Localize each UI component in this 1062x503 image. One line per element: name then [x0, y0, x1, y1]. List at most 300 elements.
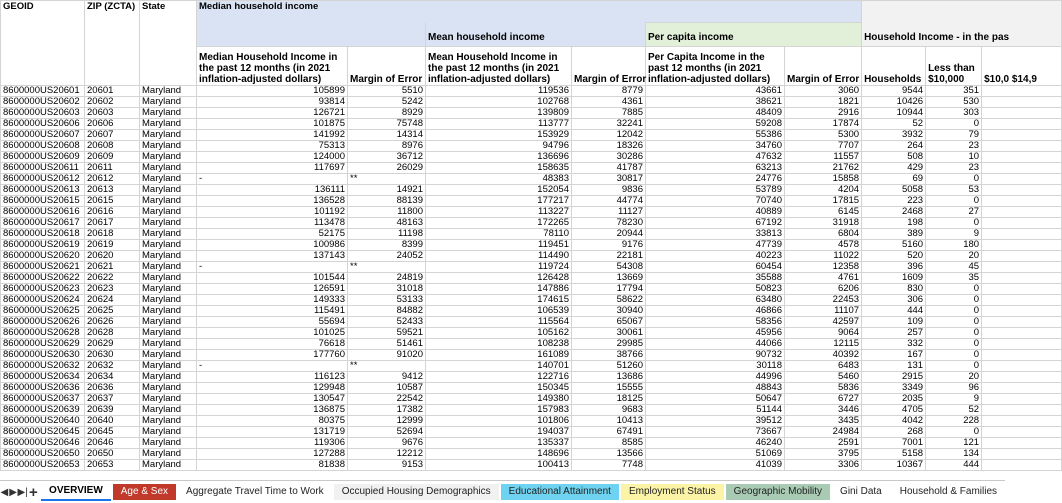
cell[interactable]: 50647: [646, 394, 785, 405]
cell[interactable]: 264: [862, 141, 926, 152]
cell[interactable]: Maryland: [140, 273, 197, 284]
cell[interactable]: 20613: [85, 185, 140, 196]
cell[interactable]: 194037: [426, 427, 572, 438]
cell-empty[interactable]: [982, 141, 1062, 152]
cell[interactable]: 73667: [646, 427, 785, 438]
cell-empty[interactable]: [982, 328, 1062, 339]
cell[interactable]: 9: [926, 394, 982, 405]
cell[interactable]: 177217: [426, 196, 572, 207]
cell[interactable]: Maryland: [140, 383, 197, 394]
cell-empty[interactable]: [982, 372, 1062, 383]
cell[interactable]: Maryland: [140, 416, 197, 427]
cell[interactable]: 0: [926, 119, 982, 130]
cell[interactable]: Maryland: [140, 174, 197, 185]
cell[interactable]: 9676: [348, 438, 426, 449]
cell-empty[interactable]: [982, 240, 1062, 251]
cell[interactable]: 20616: [85, 207, 140, 218]
cell[interactable]: 119724: [426, 262, 572, 273]
cell[interactable]: 17382: [348, 405, 426, 416]
cell[interactable]: 122716: [426, 372, 572, 383]
cell[interactable]: 126428: [426, 273, 572, 284]
cell[interactable]: 53133: [348, 295, 426, 306]
prev-sheet-button[interactable]: ◀: [0, 486, 9, 498]
cell-empty[interactable]: [982, 394, 1062, 405]
cell[interactable]: 257: [862, 328, 926, 339]
cell[interactable]: Maryland: [140, 240, 197, 251]
cell[interactable]: 24984: [785, 427, 862, 438]
cell-empty[interactable]: [982, 273, 1062, 284]
cell[interactable]: 9683: [572, 405, 646, 416]
cell-empty[interactable]: [982, 185, 1062, 196]
cell[interactable]: 223: [862, 196, 926, 207]
cell-empty[interactable]: [982, 97, 1062, 108]
cell[interactable]: 7001: [862, 438, 926, 449]
cell[interactable]: 6145: [785, 207, 862, 218]
cell[interactable]: 8600000US20650: [1, 449, 85, 460]
cell[interactable]: 40223: [646, 251, 785, 262]
cell[interactable]: 5836: [785, 383, 862, 394]
cell[interactable]: 8976: [348, 141, 426, 152]
cell[interactable]: Maryland: [140, 152, 197, 163]
cell[interactable]: Maryland: [140, 262, 197, 273]
header-group-household-income[interactable]: Household Income - in the pas: [862, 23, 1062, 47]
cell[interactable]: 126591: [197, 284, 348, 295]
cell-empty[interactable]: [982, 207, 1062, 218]
cell[interactable]: 8600000US20601: [1, 86, 85, 97]
cell[interactable]: 31918: [785, 218, 862, 229]
cell[interactable]: 7885: [572, 108, 646, 119]
cell-empty[interactable]: [982, 130, 1062, 141]
cell[interactable]: 396: [862, 262, 926, 273]
cell[interactable]: 0: [926, 317, 982, 328]
cell[interactable]: 3060: [785, 86, 862, 97]
cell[interactable]: 0: [926, 361, 982, 372]
header-median-income[interactable]: Median Household Income in the past 12 months (in 2021 inflation-adjusted dollars): [197, 47, 348, 86]
cell[interactable]: 101875: [197, 119, 348, 130]
cell[interactable]: 3306: [785, 460, 862, 471]
header-group-percap[interactable]: Per capita income: [646, 23, 862, 47]
cell[interactable]: 389: [862, 229, 926, 240]
cell[interactable]: 121: [926, 438, 982, 449]
cell[interactable]: 50823: [646, 284, 785, 295]
cell[interactable]: 100986: [197, 240, 348, 251]
cell[interactable]: 76618: [197, 339, 348, 350]
cell[interactable]: 429: [862, 163, 926, 174]
cell[interactable]: 113478: [197, 218, 348, 229]
cell[interactable]: 2035: [862, 394, 926, 405]
cell[interactable]: 0: [926, 306, 982, 317]
cell[interactable]: 52175: [197, 229, 348, 240]
cell[interactable]: 93814: [197, 97, 348, 108]
header-moe-median[interactable]: Margin of Error: [348, 47, 426, 86]
cell[interactable]: 38766: [572, 350, 646, 361]
cell[interactable]: 150345: [426, 383, 572, 394]
cell[interactable]: 15555: [572, 383, 646, 394]
cell[interactable]: 113227: [426, 207, 572, 218]
cell-empty[interactable]: [982, 196, 1062, 207]
cell[interactable]: 15858: [785, 174, 862, 185]
cell[interactable]: 20645: [85, 427, 140, 438]
header-10k-15k[interactable]: $10,0 $14,9: [982, 47, 1062, 86]
cell[interactable]: 35: [926, 273, 982, 284]
cell[interactable]: 1821: [785, 97, 862, 108]
cell[interactable]: 2916: [785, 108, 862, 119]
cell[interactable]: 4042: [862, 416, 926, 427]
cell[interactable]: Maryland: [140, 361, 197, 372]
cell[interactable]: 4578: [785, 240, 862, 251]
cell[interactable]: 114490: [426, 251, 572, 262]
cell[interactable]: 8600000US20607: [1, 130, 85, 141]
cell[interactable]: 45: [926, 262, 982, 273]
cell[interactable]: 84882: [348, 306, 426, 317]
header-geoid[interactable]: GEOID: [1, 1, 85, 86]
cell[interactable]: Maryland: [140, 207, 197, 218]
cell[interactable]: 8600000US20625: [1, 306, 85, 317]
cell[interactable]: 8585: [572, 438, 646, 449]
cell[interactable]: 8600000US20609: [1, 152, 85, 163]
cell[interactable]: 22453: [785, 295, 862, 306]
cell[interactable]: 520: [862, 251, 926, 262]
cell[interactable]: 8600000US20646: [1, 438, 85, 449]
cell[interactable]: 161089: [426, 350, 572, 361]
cell[interactable]: 119451: [426, 240, 572, 251]
cell-empty[interactable]: [982, 339, 1062, 350]
cell[interactable]: 52: [862, 119, 926, 130]
cell[interactable]: 44774: [572, 196, 646, 207]
cell-empty[interactable]: [982, 86, 1062, 97]
cell[interactable]: 0: [926, 328, 982, 339]
cell[interactable]: Maryland: [140, 372, 197, 383]
cell[interactable]: **: [348, 361, 426, 372]
cell[interactable]: 4761: [785, 273, 862, 284]
cell[interactable]: 24776: [646, 174, 785, 185]
cell[interactable]: 20628: [85, 328, 140, 339]
cell[interactable]: 0: [926, 196, 982, 207]
cell-empty[interactable]: [982, 405, 1062, 416]
cell[interactable]: 69: [862, 174, 926, 185]
cell[interactable]: 116123: [197, 372, 348, 383]
cell[interactable]: 42597: [785, 317, 862, 328]
cell[interactable]: 24819: [348, 273, 426, 284]
cell[interactable]: 11127: [572, 207, 646, 218]
cell[interactable]: 0: [926, 427, 982, 438]
cell[interactable]: 48383: [426, 174, 572, 185]
cell[interactable]: 53789: [646, 185, 785, 196]
cell[interactable]: 4705: [862, 405, 926, 416]
cell[interactable]: Maryland: [140, 218, 197, 229]
cell[interactable]: 80375: [197, 416, 348, 427]
cell[interactable]: 20629: [85, 339, 140, 350]
cell[interactable]: 3932: [862, 130, 926, 141]
cell[interactable]: 20611: [85, 163, 140, 174]
cell[interactable]: Maryland: [140, 339, 197, 350]
cell[interactable]: 20608: [85, 141, 140, 152]
cell[interactable]: 52694: [348, 427, 426, 438]
cell-empty[interactable]: [982, 229, 1062, 240]
cell[interactable]: 11022: [785, 251, 862, 262]
cell[interactable]: 136528: [197, 196, 348, 207]
cell[interactable]: 8600000US20621: [1, 262, 85, 273]
cell[interactable]: 6727: [785, 394, 862, 405]
cell[interactable]: 139809: [426, 108, 572, 119]
cell[interactable]: 136875: [197, 405, 348, 416]
cell[interactable]: 2468: [862, 207, 926, 218]
cell[interactable]: 2915: [862, 372, 926, 383]
header-moe-percap[interactable]: Margin of Error: [785, 47, 862, 86]
cell[interactable]: 141992: [197, 130, 348, 141]
cell-empty[interactable]: [982, 416, 1062, 427]
cell[interactable]: 306: [862, 295, 926, 306]
cell[interactable]: 109: [862, 317, 926, 328]
cell[interactable]: 5510: [348, 86, 426, 97]
cell[interactable]: 44066: [646, 339, 785, 350]
cell-empty[interactable]: [982, 163, 1062, 174]
cell[interactable]: 65067: [572, 317, 646, 328]
cell[interactable]: 4204: [785, 185, 862, 196]
cell[interactable]: Maryland: [140, 394, 197, 405]
cell[interactable]: 78230: [572, 218, 646, 229]
cell-empty[interactable]: [982, 251, 1062, 262]
cell[interactable]: 81838: [197, 460, 348, 471]
cell[interactable]: 0: [926, 295, 982, 306]
cell[interactable]: 101544: [197, 273, 348, 284]
cell[interactable]: 8600000US20622: [1, 273, 85, 284]
header-state[interactable]: State: [140, 1, 197, 86]
cell[interactable]: 8600000US20615: [1, 196, 85, 207]
cell[interactable]: 9: [926, 229, 982, 240]
cell[interactable]: 8600000US20637: [1, 394, 85, 405]
cell[interactable]: 55386: [646, 130, 785, 141]
cell[interactable]: 101192: [197, 207, 348, 218]
cell[interactable]: 58356: [646, 317, 785, 328]
cell[interactable]: 20621: [85, 262, 140, 273]
cell[interactable]: 52433: [348, 317, 426, 328]
cell[interactable]: 10: [926, 152, 982, 163]
cell[interactable]: 12042: [572, 130, 646, 141]
cell[interactable]: 9153: [348, 460, 426, 471]
cell[interactable]: 10587: [348, 383, 426, 394]
cell[interactable]: 8600000US20602: [1, 97, 85, 108]
cell[interactable]: 18326: [572, 141, 646, 152]
cell[interactable]: 10426: [862, 97, 926, 108]
cell[interactable]: 131719: [197, 427, 348, 438]
sheet-tab[interactable]: Household & Families: [892, 484, 1005, 500]
cell[interactable]: 46866: [646, 306, 785, 317]
header-households[interactable]: Households: [862, 47, 926, 86]
cell[interactable]: 12212: [348, 449, 426, 460]
cell[interactable]: 23: [926, 163, 982, 174]
cell[interactable]: 17815: [785, 196, 862, 207]
cell[interactable]: 60454: [646, 262, 785, 273]
cell-empty[interactable]: [982, 361, 1062, 372]
cell[interactable]: 8600000US20623: [1, 284, 85, 295]
cell[interactable]: 0: [926, 174, 982, 185]
header-zip[interactable]: ZIP (ZCTA): [85, 1, 140, 86]
cell[interactable]: 91020: [348, 350, 426, 361]
cell[interactable]: 7748: [572, 460, 646, 471]
cell[interactable]: 20636: [85, 383, 140, 394]
cell[interactable]: 20646: [85, 438, 140, 449]
cell[interactable]: 20606: [85, 119, 140, 130]
cell[interactable]: 8600000US20645: [1, 427, 85, 438]
cell[interactable]: 8600000US20608: [1, 141, 85, 152]
cell[interactable]: **: [348, 174, 426, 185]
cell[interactable]: 44996: [646, 372, 785, 383]
cell[interactable]: 5158: [862, 449, 926, 460]
header-less-10k[interactable]: Less than $10,000: [926, 47, 982, 86]
cell[interactable]: 53: [926, 185, 982, 196]
sheet-tab[interactable]: Gini Data: [832, 484, 890, 500]
cell[interactable]: 20624: [85, 295, 140, 306]
cell-empty[interactable]: [982, 383, 1062, 394]
cell[interactable]: 5058: [862, 185, 926, 196]
cell[interactable]: 6206: [785, 284, 862, 295]
cell[interactable]: 0: [926, 339, 982, 350]
cell[interactable]: 20622: [85, 273, 140, 284]
cell[interactable]: 30286: [572, 152, 646, 163]
cell[interactable]: 41039: [646, 460, 785, 471]
cell-empty[interactable]: [982, 350, 1062, 361]
cell[interactable]: 31018: [348, 284, 426, 295]
cell[interactable]: **: [348, 262, 426, 273]
cell[interactable]: 8600000US20616: [1, 207, 85, 218]
cell[interactable]: 10944: [862, 108, 926, 119]
cell[interactable]: 351: [926, 86, 982, 97]
cell[interactable]: 157983: [426, 405, 572, 416]
cell[interactable]: 88139: [348, 196, 426, 207]
cell[interactable]: 20650: [85, 449, 140, 460]
cell[interactable]: 46240: [646, 438, 785, 449]
cell[interactable]: 129948: [197, 383, 348, 394]
cell[interactable]: Maryland: [140, 438, 197, 449]
cell[interactable]: 6804: [785, 229, 862, 240]
cell[interactable]: Maryland: [140, 460, 197, 471]
cell[interactable]: 167: [862, 350, 926, 361]
cell[interactable]: 20653: [85, 460, 140, 471]
cell[interactable]: 9064: [785, 328, 862, 339]
cell[interactable]: 10413: [572, 416, 646, 427]
sheet-tab[interactable]: OVERVIEW: [41, 483, 111, 501]
cell[interactable]: 228: [926, 416, 982, 427]
cell[interactable]: 20601: [85, 86, 140, 97]
cell[interactable]: 23: [926, 141, 982, 152]
cell[interactable]: 67192: [646, 218, 785, 229]
cell[interactable]: 158635: [426, 163, 572, 174]
cell[interactable]: 131: [862, 361, 926, 372]
cell[interactable]: 20620: [85, 251, 140, 262]
cell[interactable]: 78110: [426, 229, 572, 240]
cell[interactable]: 8779: [572, 86, 646, 97]
cell[interactable]: 20626: [85, 317, 140, 328]
cell[interactable]: 8600000US20653: [1, 460, 85, 471]
cell[interactable]: 20607: [85, 130, 140, 141]
cell[interactable]: 51461: [348, 339, 426, 350]
cell[interactable]: 59208: [646, 119, 785, 130]
cell[interactable]: 105899: [197, 86, 348, 97]
cell[interactable]: 101025: [197, 328, 348, 339]
cell[interactable]: Maryland: [140, 130, 197, 141]
cell[interactable]: 11107: [785, 306, 862, 317]
cell[interactable]: 127288: [197, 449, 348, 460]
cell[interactable]: 12358: [785, 262, 862, 273]
cell[interactable]: 51069: [646, 449, 785, 460]
cell[interactable]: 268: [862, 427, 926, 438]
cell[interactable]: 102768: [426, 97, 572, 108]
cell[interactable]: 75313: [197, 141, 348, 152]
cell[interactable]: 75748: [348, 119, 426, 130]
cell[interactable]: 20639: [85, 405, 140, 416]
cell[interactable]: 303: [926, 108, 982, 119]
cell[interactable]: 530: [926, 97, 982, 108]
cell[interactable]: 30817: [572, 174, 646, 185]
cell[interactable]: 830: [862, 284, 926, 295]
cell-empty[interactable]: [982, 460, 1062, 471]
cell[interactable]: 134: [926, 449, 982, 460]
cell-empty[interactable]: [982, 284, 1062, 295]
cell[interactable]: 32241: [572, 119, 646, 130]
cell-empty[interactable]: [982, 427, 1062, 438]
cell[interactable]: 332: [862, 339, 926, 350]
cell[interactable]: 105162: [426, 328, 572, 339]
cell[interactable]: 147886: [426, 284, 572, 295]
cell[interactable]: 0: [926, 218, 982, 229]
cell[interactable]: 20632: [85, 361, 140, 372]
cell[interactable]: 51260: [572, 361, 646, 372]
cell[interactable]: 106539: [426, 306, 572, 317]
cell[interactable]: 67491: [572, 427, 646, 438]
cell[interactable]: 8600000US20613: [1, 185, 85, 196]
cell[interactable]: 33813: [646, 229, 785, 240]
cell[interactable]: 43661: [646, 86, 785, 97]
cell[interactable]: 8399: [348, 240, 426, 251]
sheet-tab[interactable]: Geographic Mobility: [726, 484, 830, 500]
cell[interactable]: Maryland: [140, 317, 197, 328]
cell[interactable]: 30061: [572, 328, 646, 339]
add-sheet-button[interactable]: +: [29, 483, 38, 501]
cell-empty[interactable]: [982, 295, 1062, 306]
cell[interactable]: 9544: [862, 86, 926, 97]
cell[interactable]: Maryland: [140, 163, 197, 174]
header-moe-mean[interactable]: Margin of Error: [572, 47, 646, 86]
cell[interactable]: 38621: [646, 97, 785, 108]
cell[interactable]: 130547: [197, 394, 348, 405]
cell[interactable]: 0: [926, 350, 982, 361]
cell[interactable]: 5242: [348, 97, 426, 108]
sheet-tab[interactable]: Educational Attainment: [501, 484, 619, 500]
cell[interactable]: 8600000US20640: [1, 416, 85, 427]
cell[interactable]: 20623: [85, 284, 140, 295]
cell[interactable]: 137143: [197, 251, 348, 262]
cell[interactable]: 20944: [572, 229, 646, 240]
cell[interactable]: 13669: [572, 273, 646, 284]
cell[interactable]: Maryland: [140, 97, 197, 108]
cell[interactable]: 20602: [85, 97, 140, 108]
cell[interactable]: Maryland: [140, 229, 197, 240]
sheet-tab[interactable]: Employment Status: [621, 484, 724, 500]
cell[interactable]: 135337: [426, 438, 572, 449]
cell[interactable]: 20: [926, 372, 982, 383]
cell[interactable]: 115564: [426, 317, 572, 328]
cell[interactable]: 26029: [348, 163, 426, 174]
cell[interactable]: 12999: [348, 416, 426, 427]
cell[interactable]: 117697: [197, 163, 348, 174]
cell[interactable]: 63213: [646, 163, 785, 174]
cell[interactable]: Maryland: [140, 350, 197, 361]
cell[interactable]: 35588: [646, 273, 785, 284]
cell-empty[interactable]: [982, 218, 1062, 229]
cell[interactable]: 119306: [197, 438, 348, 449]
cell[interactable]: 3349: [862, 383, 926, 394]
